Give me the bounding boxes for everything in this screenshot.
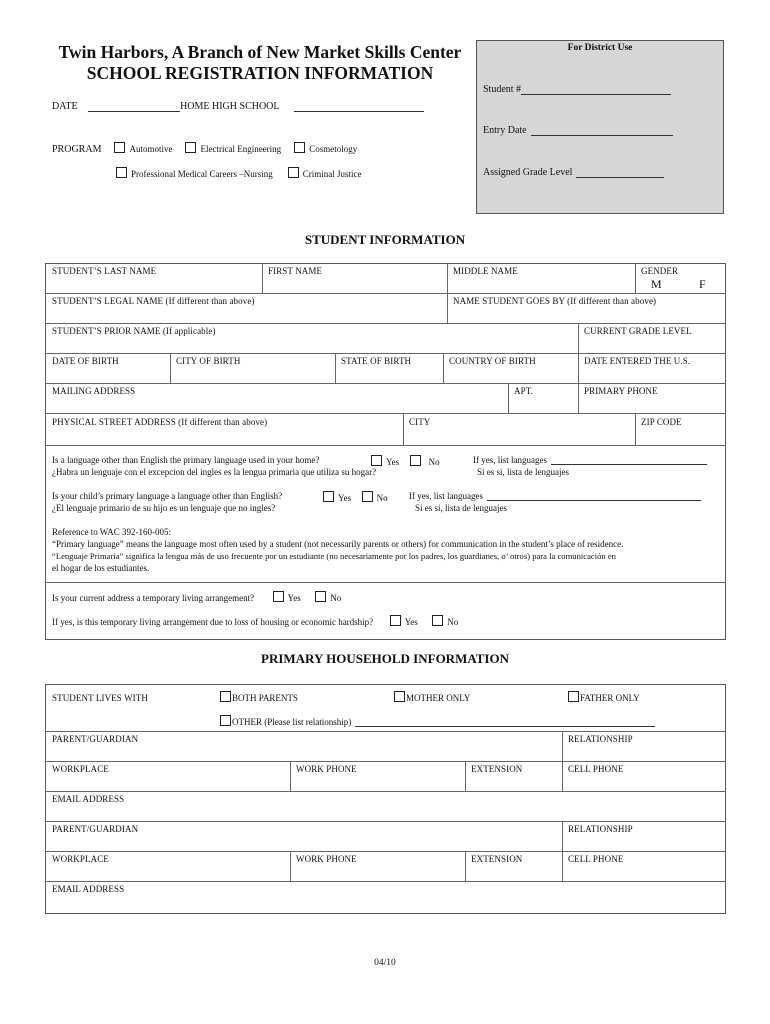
q4-label: If yes, is this temporary living arrangement due to loss of housing or economic hardship? [52,617,374,627]
q4-no-label: No [447,617,459,627]
q2-yes-checkbox[interactable] [323,491,334,502]
city-field[interactable]: CITY [409,417,431,427]
q3-yes-checkbox[interactable] [273,591,284,602]
wac-reference: Reference to WAC 392-160-005: [52,527,172,537]
mother-only-option [394,691,470,703]
household-info-title: PRIMARY HOUSEHOLD INFORMATION [261,651,509,666]
language-question-2-es: ¿El lenguaje primario de su hijo es un lenguaje que no ingles? [52,503,276,513]
student-info-table [45,263,726,640]
both-parents-label: BOTH PARENTS [232,693,298,703]
work-phone-2-field[interactable]: WORK PHONE [296,854,357,864]
q1-yes-label: Yes [386,457,400,467]
father-only-label: FATHER ONLY [580,693,640,703]
program-label: PROGRAM [52,144,102,155]
q4-yes-checkbox[interactable] [390,615,401,626]
automotive-checkbox[interactable] [114,142,125,153]
q4-no-checkbox[interactable] [432,615,443,626]
cosmetology-label: Cosmetology [309,144,358,154]
entry-date-label: Entry Date [483,125,527,136]
q1-no-checkbox[interactable] [410,455,421,466]
q4-yes-label: Yes [404,617,418,627]
date-field[interactable] [88,101,180,112]
q2-languages-field[interactable] [487,492,701,501]
mailing-address-field[interactable]: MAILING ADDRESS [52,386,136,396]
lenguaje-primaria-cont: el hogar de los estudiantes. [52,563,150,573]
gender-f-option[interactable]: F [699,277,706,291]
q2-no-label: No [376,493,388,503]
middle-name-field[interactable]: MIDDLE NAME [453,266,518,276]
grade-level-label: Assigned Grade Level [483,167,573,178]
q1-list-es: Si es si, lista de lenguajes [477,467,569,477]
school-name: Twin Harbors, A Branch of New Market Skills Center [58,42,462,62]
father-only-checkbox[interactable] [568,691,579,702]
cosmetology-checkbox[interactable] [294,142,305,153]
email-2-field[interactable]: EMAIL ADDRESS [52,884,125,894]
guardian-2-field[interactable]: PARENT/GUARDIAN [52,824,139,834]
mother-only-label: MOTHER ONLY [406,693,471,703]
lenguaje-primaria-definition: “Lenguaje Primaria” significa la lengua más de uso frecuente por un estudiante (no necesariamente por los padres, los guardianes, o’ otros) para la comunicación en [52,551,616,561]
q2-no-checkbox[interactable] [362,491,373,502]
goes-by-field[interactable]: NAME STUDENT GOES BY (If different than above) [453,296,657,306]
student-number-row [483,84,671,95]
student-lives-with-label: STUDENT LIVES WITH [52,693,148,703]
q1-options [371,455,440,467]
mother-only-checkbox[interactable] [394,691,405,702]
nursing-checkbox[interactable] [116,167,127,178]
legal-name-field[interactable]: STUDENT’S LEGAL NAME (If different than above) [52,296,255,306]
entry-date-row [483,125,673,136]
district-use-box [476,40,724,214]
physical-address-field[interactable]: PHYSICAL STREET ADDRESS (If different than above) [52,417,268,427]
primary-phone-field[interactable]: PRIMARY PHONE [584,386,658,396]
workplace-1-field[interactable]: WORKPLACE [52,764,109,774]
extension-2-field[interactable]: EXTENSION [471,854,523,864]
automotive-label: Automotive [129,144,173,154]
program-row-2 [116,167,361,180]
email-1-field[interactable]: EMAIL ADDRESS [52,794,125,804]
q3-yes-label: Yes [287,593,301,603]
city-of-birth-field[interactable]: CITY OF BIRTH [176,356,241,366]
extension-1-field[interactable]: EXTENSION [471,764,523,774]
temporary-living-question [52,591,341,603]
first-name-field[interactable]: FIRST NAME [268,266,323,276]
q1-no-label: No [428,457,440,467]
q1-yes-checkbox[interactable] [371,455,382,466]
electrical-checkbox[interactable] [185,142,196,153]
q1-list-label: If yes, list languages [473,455,547,465]
both-parents-option [220,691,298,703]
date-label: DATE [52,101,78,112]
relationship-2-field[interactable]: RELATIONSHIP [568,824,633,834]
prior-name-field[interactable]: STUDENT’S PRIOR NAME (If applicable) [52,326,216,336]
current-grade-field[interactable]: CURRENT GRADE LEVEL [584,326,692,336]
language-question-1-es: ¿Habra un lenguaje con el excepcion del ingles es la lengua primaria que utiliza su hogar? [52,467,377,477]
q3-label: Is your current address a temporary living arrangement? [52,593,255,603]
language-question-1: Is a language other than English the primary language used in your home? [52,455,320,465]
form-title: SCHOOL REGISTRATION INFORMATION [86,63,434,83]
q2-options [323,491,388,503]
criminal-justice-checkbox[interactable] [288,167,299,178]
date-row [52,101,424,112]
apt-field[interactable]: APT. [514,386,533,396]
nursing-label: Professional Medical Careers –Nursing [131,169,273,179]
q2-list-es: Si es si, lista de lenguajes [415,503,507,513]
other-relationship-field[interactable] [355,718,655,727]
entry-date-field[interactable] [531,125,673,136]
home-high-school-label: HOME HIGH SCHOOL [180,101,280,112]
home-high-school-field[interactable] [294,101,424,112]
both-parents-checkbox[interactable] [220,691,231,702]
zip-code-field[interactable]: ZIP CODE [641,417,682,427]
work-phone-1-field[interactable]: WORK PHONE [296,764,357,774]
criminal-justice-label: Criminal Justice [302,169,362,179]
language-question-2: Is your child’s primary language a language other than English? [52,491,283,501]
relationship-1-field[interactable]: RELATIONSHIP [568,734,633,744]
grade-level-field[interactable] [576,167,664,178]
district-use-title: For District Use [567,43,633,53]
q2-yes-label: Yes [338,493,352,503]
student-number-label: Student # [483,84,522,95]
country-of-birth-field[interactable]: COUNTRY OF BIRTH [449,356,536,366]
father-only-option [568,691,640,703]
program-row [52,142,357,155]
housing-loss-question [52,615,458,627]
other-label: OTHER (Please list relationship) [232,717,352,727]
q2-list-label: If yes, list languages [409,491,483,501]
workplace-2-field[interactable]: WORKPLACE [52,854,109,864]
q2-list-row [409,491,701,501]
other-option [220,715,655,727]
cell-phone-1-field[interactable]: CELL PHONE [568,764,624,774]
q1-languages-field[interactable] [551,456,707,465]
student-number-field[interactable] [521,84,671,95]
guardian-1-field[interactable]: PARENT/GUARDIAN [52,734,139,744]
student-info-title: STUDENT INFORMATION [304,232,466,247]
dob-field[interactable]: DATE OF BIRTH [52,356,119,366]
other-checkbox[interactable] [220,715,231,726]
gender-label: GENDER [641,266,679,276]
date-entered-us-field[interactable]: DATE ENTERED THE U.S. [584,356,691,366]
primary-language-definition: “Primary language” means the language most often used by a student (not necessarily parents or others) for communication in the student’s place of residence. [52,539,624,549]
cell-phone-2-field[interactable]: CELL PHONE [568,854,624,864]
q1-list-row [473,455,707,465]
q3-no-checkbox[interactable] [315,591,326,602]
last-name-field[interactable]: STUDENT’S LAST NAME [52,266,157,276]
q3-no-label: No [330,593,342,603]
gender-m-option[interactable]: M [651,277,662,291]
grade-level-row [483,167,664,178]
form-version: 04/10 [374,958,396,968]
state-of-birth-field[interactable]: STATE OF BIRTH [341,356,412,366]
electrical-label: Electrical Engineering [200,144,282,154]
